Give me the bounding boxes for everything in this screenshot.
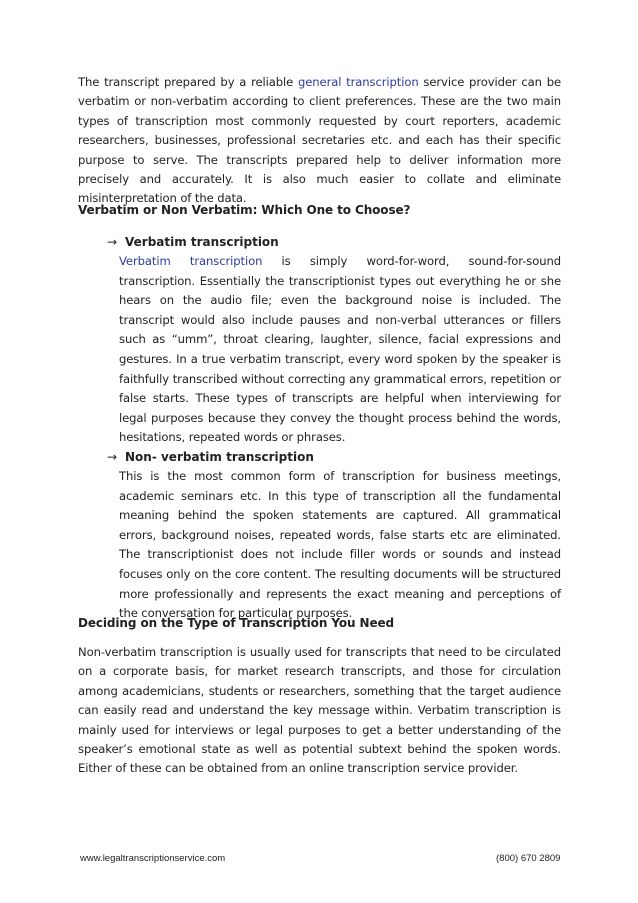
footer-phone: (800) 670 2809	[496, 853, 561, 864]
verbatim-body-text: is simply word-for-word, sound-for-sound transcription. Essentially the transcriptionist types out everything he or she hears on the audio file; even the background noise is included. The transcript would also include pauses and non-verbal utterances or fillers such as “umm”, throat clearing, laughter, silence, facial expressions and gestures. In a true verbatim transcript, every word spoken by the speaker is faithfully transcribed without correcting any grammatical errors, repetition or false starts. These types of transcripts are helpful when interviewing for legal purposes because they convey the thought process behind the words, hesitations, repeated words or phrases.	[119, 254, 561, 445]
verbatim-description	[119, 252, 561, 448]
verbatim-title: Verbatim transcription	[125, 235, 279, 249]
intro-text-start: The transcript prepared by a reliable	[78, 75, 298, 89]
footer-website[interactable]: www.legaltranscriptionservice.com	[80, 853, 226, 864]
arrow-right-icon: →	[107, 450, 118, 464]
intro-text-end: service provider can be verbatim or non-verbatim according to client preferences. These are the two main types of transcription most commonly requested by court reporters, academic researchers, businesses, professional secretaries etc. and each has their specific purpose to serve. The transcripts prepared help to deliver information more precisely and accurately. It is also much easier to collate and eliminate misinterpretation of the data.	[78, 75, 561, 206]
verbatim-transcription-link[interactable]: Verbatim transcription	[119, 254, 263, 268]
section-heading-deciding-type: Deciding on the Type of Transcription You Need	[78, 616, 395, 630]
non-verbatim-description: This is the most common form of transcription for business meetings, academic seminars etc. In this type of transcription all the fundamental meaning behind the spoken statements are captured. All grammatical errors, background noises, repeated words, false starts etc are eliminated. The transcriptionist does not include filler words or sounds and instead focuses only on the core content. The resulting documents will be structured more professionally and represents the exact meaning and perceptions of the conversation for particular purposes.	[119, 469, 561, 621]
deciding-paragraph: Non-verbatim transcription is usually used for transcripts that need to be circulated on a corporate basis, for market research transcripts, and those for circulation among academicians, students or researchers, something that the target audience can easily read and understand the key message within. Verbatim transcription is mainly used for interviews or legal purposes to get a better understanding of the speaker’s emotional state as well as potential subtext behind the spoken words. Either of these can be obtained from an online transcription service provider.	[78, 645, 561, 776]
non-verbatim-title: Non- verbatim transcription	[125, 450, 314, 464]
verbatim-subheading	[107, 235, 279, 249]
section-heading-verbatim-or-non: Verbatim or Non Verbatim: Which One to Choose?	[78, 203, 411, 217]
intro-paragraph	[78, 73, 561, 209]
non-verbatim-subheading	[107, 450, 314, 464]
general-transcription-link[interactable]: general transcription	[298, 75, 419, 89]
arrow-right-icon: →	[107, 235, 118, 249]
